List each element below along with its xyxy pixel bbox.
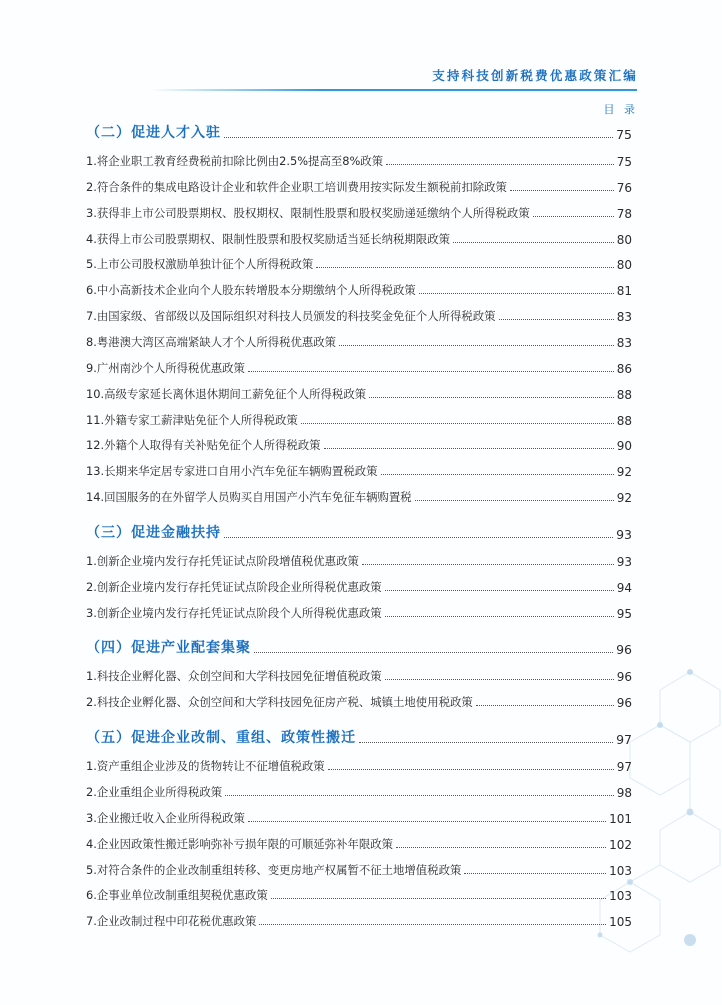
toc-entry[interactable] xyxy=(86,199,632,221)
toc-page-number: 90 xyxy=(616,439,632,454)
toc-page-number: 102 xyxy=(609,837,632,852)
toc-page-number: 97 xyxy=(616,760,632,775)
toc-entry-title: 13.长期来华定居专家进口自用小汽车免征车辆购置税政策 xyxy=(86,464,378,479)
toc-leader-dots xyxy=(415,500,614,501)
toc-entry-title: 14.回国服务的在外留学人员购买自用国产小汽车免征车辆购置税 xyxy=(86,490,412,505)
toc-entry[interactable] xyxy=(86,276,632,298)
toc-entry[interactable] xyxy=(86,778,632,800)
toc-leader-dots xyxy=(453,242,614,243)
toc-entry[interactable] xyxy=(86,662,632,684)
toc-leader-dots xyxy=(359,742,613,743)
toc-page-number: 103 xyxy=(609,889,632,904)
toc-page-number: 103 xyxy=(609,863,632,878)
toc-page-number: 86 xyxy=(616,361,632,376)
toc-leader-dots xyxy=(533,216,614,217)
toc-leader-dots xyxy=(369,397,614,398)
toc-page-number: 96 xyxy=(616,642,632,658)
toc-page-number: 76 xyxy=(616,180,632,195)
toc-entry-title: 11.外籍专家工薪津贴免征个人所得税政策 xyxy=(86,412,298,427)
toc-entry[interactable] xyxy=(86,250,632,272)
toc-leader-dots xyxy=(464,873,606,874)
toc-leader-dots xyxy=(224,137,613,138)
toc-page-number: 94 xyxy=(616,580,632,595)
toc-page-number: 83 xyxy=(616,335,632,350)
toc-entry-title: 3.获得非上市公司股票期权、股权期权、限制性股票和股权奖励递延缴纳个人所得税政策 xyxy=(86,205,530,220)
toc-entry-title: 1.创新企业境内发行存托凭证试点阶段增值税优惠政策 xyxy=(86,553,359,568)
toc-entry[interactable] xyxy=(86,328,632,350)
toc-page-number: 78 xyxy=(616,206,632,221)
toc-page-number: 101 xyxy=(609,811,632,826)
toc-entry-title: 7.企业改制过程中印花税优惠政策 xyxy=(86,914,257,929)
toc-entry[interactable] xyxy=(86,354,632,376)
toc-entry[interactable] xyxy=(86,907,632,929)
toc-leader-dots xyxy=(316,267,613,268)
toc-leader-dots xyxy=(385,616,614,617)
toc-entry-title: 7.由国家级、省部级以及国际组织对科技人员颁发的科技奖金免征个人所得税政策 xyxy=(86,309,496,324)
toc-leader-dots xyxy=(385,590,614,591)
toc-leader-dots xyxy=(248,371,614,372)
toc-entry-title: 6.中小高新技术企业向个人股东转增股本分期缴纳个人所得税政策 xyxy=(86,283,416,298)
toc-leader-dots xyxy=(385,679,614,680)
toc-leader-dots xyxy=(386,164,614,165)
toc-leader-dots xyxy=(254,652,613,653)
toc-entry-title: 2.企业重组企业所得税政策 xyxy=(86,785,223,799)
toc-entry[interactable] xyxy=(86,547,632,569)
toc-page-number: 98 xyxy=(616,786,632,800)
toc-leader-dots xyxy=(248,821,606,822)
toc-entry[interactable] xyxy=(86,147,632,169)
toc-section-heading[interactable] xyxy=(86,120,632,142)
toc-entry-title: 4.获得上市公司股票期权、限制性股票和股权奖励适当延长纳税期限政策 xyxy=(86,231,450,246)
toc-page-number: 96 xyxy=(616,696,632,711)
toc-entry[interactable] xyxy=(86,752,632,774)
toc-leader-dots xyxy=(301,423,614,424)
toc-leader-dots xyxy=(328,769,614,770)
toc-entry[interactable] xyxy=(86,380,632,402)
toc-entry-title: 1.将企业职工教育经费税前扣除比例由2.5%提高至8%政策 xyxy=(86,154,384,168)
toc-section-title: （四）促进产业配套集聚 xyxy=(86,640,251,657)
toc-page-number: 95 xyxy=(616,606,632,621)
toc-entry-title: 1.资产重组企业涉及的货物转让不征增值税政策 xyxy=(86,759,325,774)
header-divider xyxy=(150,89,637,91)
toc-entry[interactable] xyxy=(86,406,632,428)
toc-entry-title: 5.上市公司股权激励单独计征个人所得税政策 xyxy=(86,257,314,272)
toc-section-title: （五）促进企业改制、重组、政策性搬迁 xyxy=(86,730,356,747)
toc-entry-title: 2.符合条件的集成电路设计企业和软件企业职工培训费用按实际发生额税前扣除政策 xyxy=(86,179,507,194)
toc-section-heading[interactable] xyxy=(86,520,632,542)
toc-entry[interactable] xyxy=(86,457,632,479)
toc-page-number: 80 xyxy=(616,232,632,247)
toc-leader-dots xyxy=(224,537,613,538)
toc-page-number: 80 xyxy=(616,258,632,273)
toc-entry[interactable] xyxy=(86,599,632,621)
toc-entry-title: 2.科技企业孵化器、众创空间和大学科技园免征房产税、城镇土地使用税政策 xyxy=(86,695,473,710)
toc-entry[interactable] xyxy=(86,483,632,505)
toc-entry[interactable] xyxy=(86,856,632,878)
toc-page-number: 97 xyxy=(616,732,632,748)
toc-leader-dots xyxy=(339,345,614,346)
toc-entry-title: 2.创新企业境内发行存托凭证试点阶段企业所得税优惠政策 xyxy=(86,579,382,594)
toc-entry[interactable] xyxy=(86,225,632,247)
document-header-title: 支持科技创新税费优惠政策汇编 xyxy=(432,68,638,83)
toc-leader-dots xyxy=(499,319,614,320)
toc-entry-title: 8.粤港澳大湾区高端紧缺人才个人所得税优惠政策 xyxy=(86,334,337,349)
toc-page-number: 81 xyxy=(616,284,632,299)
toc-entry-title: 3.企业搬迁收入企业所得税政策 xyxy=(86,810,245,825)
toc-entry[interactable] xyxy=(86,173,632,195)
toc-leader-dots xyxy=(381,474,614,475)
toc-entry[interactable] xyxy=(86,431,632,453)
toc-leader-dots xyxy=(396,847,606,848)
toc-leader-dots xyxy=(225,795,614,796)
toc-entry[interactable] xyxy=(86,688,632,710)
toc-page-number: 92 xyxy=(616,491,632,506)
toc-leader-dots xyxy=(419,293,614,294)
toc-entry-title: 10.高级专家延长离休退休期间工薪免征个人所得税政策 xyxy=(86,386,367,401)
toc-leader-dots xyxy=(259,924,606,925)
toc-page-number: 92 xyxy=(616,465,632,480)
toc-entry-title: 12.外籍个人取得有关补贴免征个人所得税政策 xyxy=(86,438,321,453)
toc-entry[interactable] xyxy=(86,804,632,826)
toc-page-number: 75 xyxy=(616,127,632,142)
toc-entry[interactable] xyxy=(86,573,632,595)
toc-entry-title: 4.企业因政策性搬迁影响弥补亏损年限的可顺延弥补年限政策 xyxy=(86,836,394,851)
toc-leader-dots xyxy=(362,564,614,565)
toc-page-number: 75 xyxy=(616,155,632,169)
toc-entry-title: 6.企事业单位改制重组契税优惠政策 xyxy=(86,888,268,903)
toc-page-number: 88 xyxy=(616,413,632,428)
toc-page-number: 83 xyxy=(616,310,632,325)
toc-section-heading[interactable] xyxy=(86,635,632,657)
toc-entry-title: 3.创新企业境内发行存托凭证试点阶段个人所得税优惠政策 xyxy=(86,605,382,620)
toc-section-title: （二）促进人才入驻 xyxy=(86,125,221,141)
toc-entry[interactable] xyxy=(86,881,632,903)
toc-section-heading[interactable] xyxy=(86,725,632,747)
toc-entry-title: 9.广州南沙个人所得税优惠政策 xyxy=(86,360,245,375)
toc-page-number: 93 xyxy=(616,554,632,569)
toc-entry[interactable] xyxy=(86,302,632,324)
toc-page-number: 105 xyxy=(609,915,632,930)
toc-label: 目 录 xyxy=(603,103,638,116)
toc-leader-dots xyxy=(510,190,614,191)
toc-leader-dots xyxy=(476,705,614,706)
toc-entry[interactable] xyxy=(86,830,632,852)
toc-page-number: 96 xyxy=(616,670,632,685)
toc-entry-title: 5.对符合条件的企业改制重组转移、变更房地产权属暂不征土地增值税政策 xyxy=(86,862,462,877)
toc-page-number: 88 xyxy=(616,387,632,402)
toc-page-number: 93 xyxy=(616,526,632,542)
toc-leader-dots xyxy=(324,448,614,449)
toc-entry-title: 1.科技企业孵化器、众创空间和大学科技园免征增值税政策 xyxy=(86,669,382,684)
toc-leader-dots xyxy=(271,898,606,899)
toc-section-title: （三）促进金融扶持 xyxy=(86,524,221,541)
